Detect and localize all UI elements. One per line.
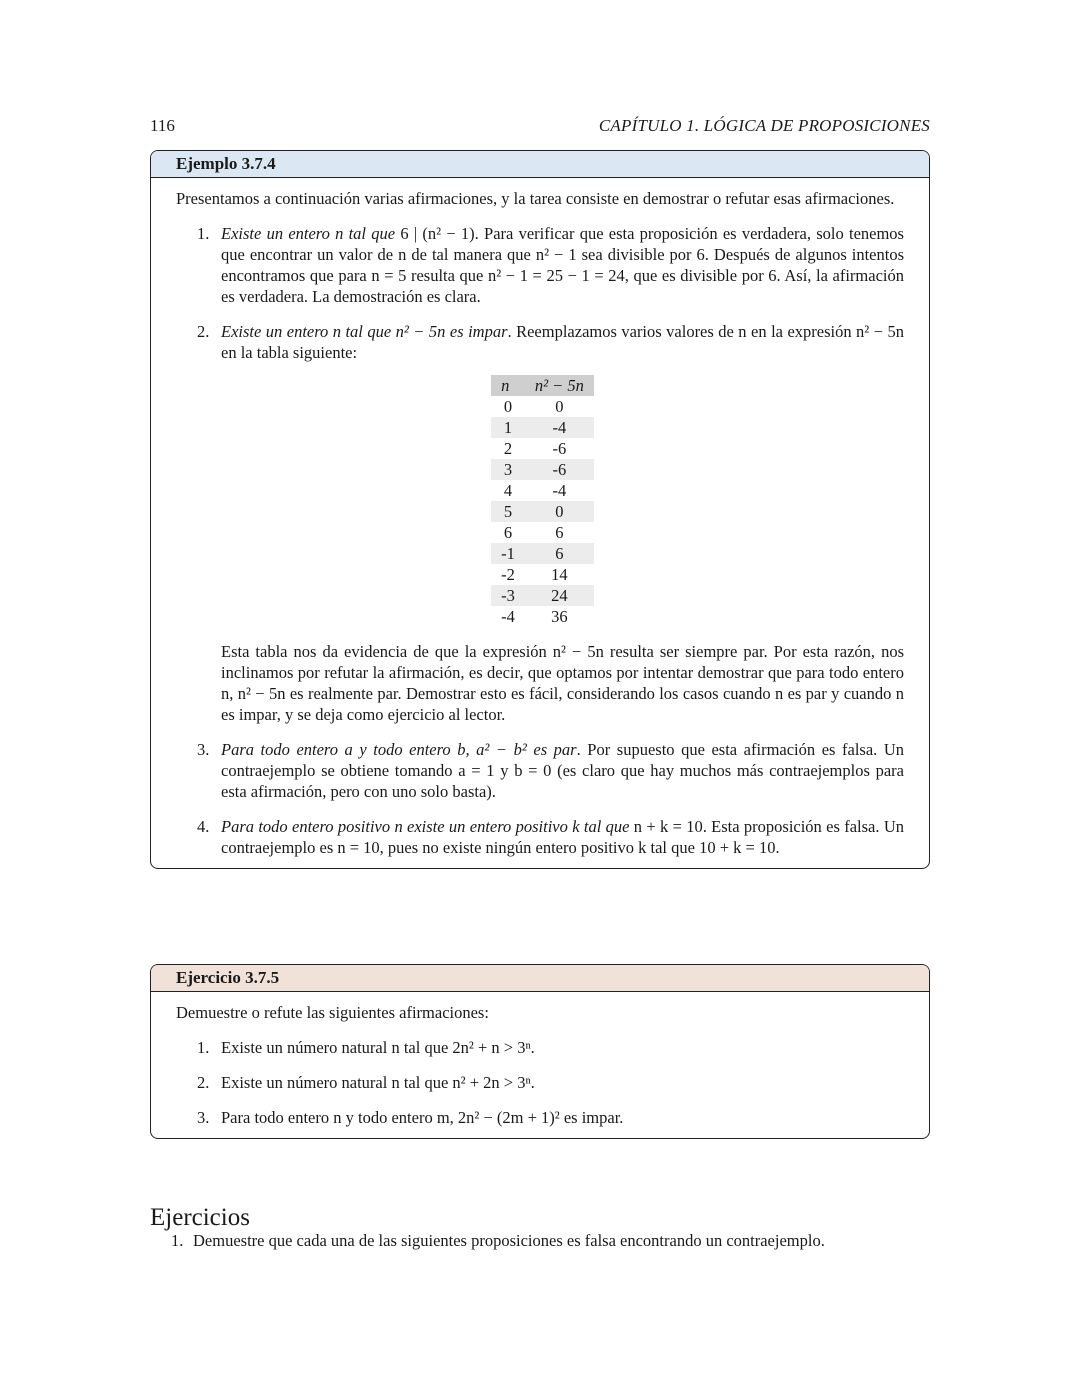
table-cell: -4: [552, 481, 567, 500]
claim: Existe un entero n tal que: [221, 224, 396, 243]
table-cell: -6: [552, 439, 567, 458]
table-cell: 3: [491, 459, 525, 480]
table-cell: 6: [503, 523, 513, 542]
exercise-body: [151, 992, 929, 1138]
exercise-intro: Demuestre o refute las siguientes afirmaciones:: [176, 1003, 489, 1022]
exercise-box: [150, 964, 930, 1139]
table-row: [491, 480, 594, 501]
page-header: [150, 116, 930, 138]
column-header: n² − 5n: [525, 375, 594, 396]
table-row: [491, 522, 594, 543]
table-cell: 0: [503, 397, 513, 416]
table-cell: -1: [491, 543, 525, 564]
table-row: [491, 417, 594, 438]
claim: Para todo entero positivo n existe un entero positivo k tal que: [221, 817, 630, 836]
table-conclusion: Esta tabla nos da evidencia de que la expresión n² − 5n resulta ser siempre par. Por esta razón, nos inclinamos por refutar la afirmación, es decir, que optamos por intentar demostrar que para todo entero n, n² − 5n es realmente par. Demostrar esto es fácil, considerando los casos cuando n es par y cuando n es impar, y se deja como ejercicio al lector.: [221, 642, 904, 724]
table-row: [491, 564, 594, 585]
section-heading: Ejercicios: [150, 1203, 250, 1231]
table-cell: -4: [501, 607, 515, 626]
example-box: [150, 150, 930, 869]
exercise-title: Ejercicio 3.7.5: [151, 965, 929, 992]
example-intro: Presentamos a continuación varias afirmaciones, y la tarea consiste en demostrar o refutar esas afirmaciones.: [176, 189, 895, 208]
table-cell: 1: [491, 417, 525, 438]
table-row: [491, 585, 594, 606]
example-item-2: 2. Existe un entero n tal que n² − 5n es impar. Reemplazamos varios valores de n en la expresión n² − 5n en la tabla siguiente: n n² − 5n 0 0 1 -4 2 -6 3 -6 4 -4 5 0 6 6 -1 6 -2 14 -3 24 -4 36 Esta tabla nos da evidencia de que la expresión n² − 5n resulta ser siempre par. Por esta razón, nos inclinamos por refutar la afirmación, es decir, que optamos por intentar demostrar que para todo entero n, n² − 5n es realmente par. Demostrar esto es fácil, considerando los casos cuando n es par y cuando n es impar, y se deja como ejercicio al lector.: [197, 322, 904, 724]
item-text: . Reemplazamos varios valores de n en la expresión n² − 5n en la tabla siguiente:: [221, 322, 904, 362]
claim: Para todo entero a y todo entero b, a² − b² es par: [221, 740, 577, 759]
claim: Existe un entero n tal que n² − 5n es impar: [221, 322, 508, 341]
table-cell: 0: [555, 397, 564, 416]
exercise-item: 1. Existe un número natural n tal que 2n² + n > 3ⁿ.: [197, 1038, 535, 1057]
table-cell: -4: [525, 417, 594, 438]
column-header: n: [491, 375, 525, 396]
values-table: [491, 375, 594, 627]
table-cell: 36: [551, 607, 568, 626]
example-item-4: 4. Para todo entero positivo n existe un entero positivo k tal que n + k = 10. Esta proposición es falsa. Un contraejemplo es n = 10, pues no existe ningún entero positivo k tal que 10 + k = 10.: [197, 817, 904, 857]
example-title: Ejemplo 3.7.4: [151, 151, 929, 178]
table-row: [491, 501, 594, 522]
example-item-3: 3. Para todo entero a y todo entero b, a² − b² es par. Por supuesto que esta afirmación es falsa. Un contraejemplo se obtiene tomando a = 1 y b = 0 (es claro que hay muchos más contraejemplos para esta afirmación, pero con uno solo basta).: [197, 740, 905, 801]
page-number: 116: [150, 116, 175, 135]
table-cell: -3: [491, 585, 525, 606]
item-text: n + k = 10. Esta proposición es falsa. Un contraejemplo es n = 10, pues no existe ningún entero positivo k tal que 10 + k = 10.: [221, 817, 904, 857]
section-list: 1. Demuestre que cada una de las siguientes proposiciones es falsa encontrando un contraejemplo.: [171, 1231, 825, 1250]
table-cell: 2: [503, 439, 513, 458]
table-row: [491, 543, 594, 564]
table-row: [491, 396, 594, 417]
claim-math: 6 | (n² − 1): [400, 224, 475, 243]
table-cell: -6: [525, 459, 594, 480]
table-row: [491, 438, 594, 459]
section-item: Demuestre que cada una de las siguientes proposiciones es falsa encontrando un contraejemplo.: [193, 1231, 825, 1250]
values-table-wrap: [221, 375, 904, 627]
table-cell: 0: [525, 501, 594, 522]
table-cell: 24: [525, 585, 594, 606]
table-cell: 5: [491, 501, 525, 522]
table-cell: 6: [525, 543, 594, 564]
table-cell: -2: [501, 565, 515, 584]
table-cell: 4: [503, 481, 513, 500]
table-row: [491, 606, 594, 627]
exercise-item: 3. Para todo entero n y todo entero m, 2n² − (2m + 1)² es impar.: [197, 1108, 624, 1127]
table-cell: 6: [555, 523, 564, 542]
exercise-list: [176, 1037, 904, 1128]
item-text: . Para verificar que esta proposición es verdadera, solo tenemos que encontrar un valor de n de tal manera que n² − 1 sea divisible por 6. Después de algunos intentos encontramos que para n = 5 resulta que n² − 1 = 25 − 1 = 24, que es divisible por 6. Así, la afirmación es verdadera. La demostración es clara.: [221, 224, 904, 306]
example-item-1: 1. Existe un entero n tal que 6 | (n² − 1). Para verificar que esta proposición es verdadera, solo tenemos que encontrar un valor de n de tal manera que n² − 1 sea divisible por 6. Después de algunos intentos encontramos que para n = 5 resulta que n² − 1 = 25 − 1 = 24, que es divisible por 6. Así, la afirmación es verdadera. La demostración es clara.: [197, 224, 904, 306]
table-cell: 14: [551, 565, 568, 584]
item-text: . Por supuesto que esta afirmación es falsa. Un contraejemplo se obtiene tomando a = 1 y b = 0 (es claro que hay muchos más contraejemplos para esta afirmación, pero con uno solo basta).: [221, 740, 905, 801]
example-body: [151, 178, 929, 868]
running-head: CAPÍTULO 1. LÓGICA DE PROPOSICIONES: [598, 116, 930, 135]
table-row: [491, 459, 594, 480]
exercise-item: 2. Existe un número natural n tal que n² + 2n > 3ⁿ.: [197, 1073, 535, 1092]
example-list: [176, 223, 904, 858]
